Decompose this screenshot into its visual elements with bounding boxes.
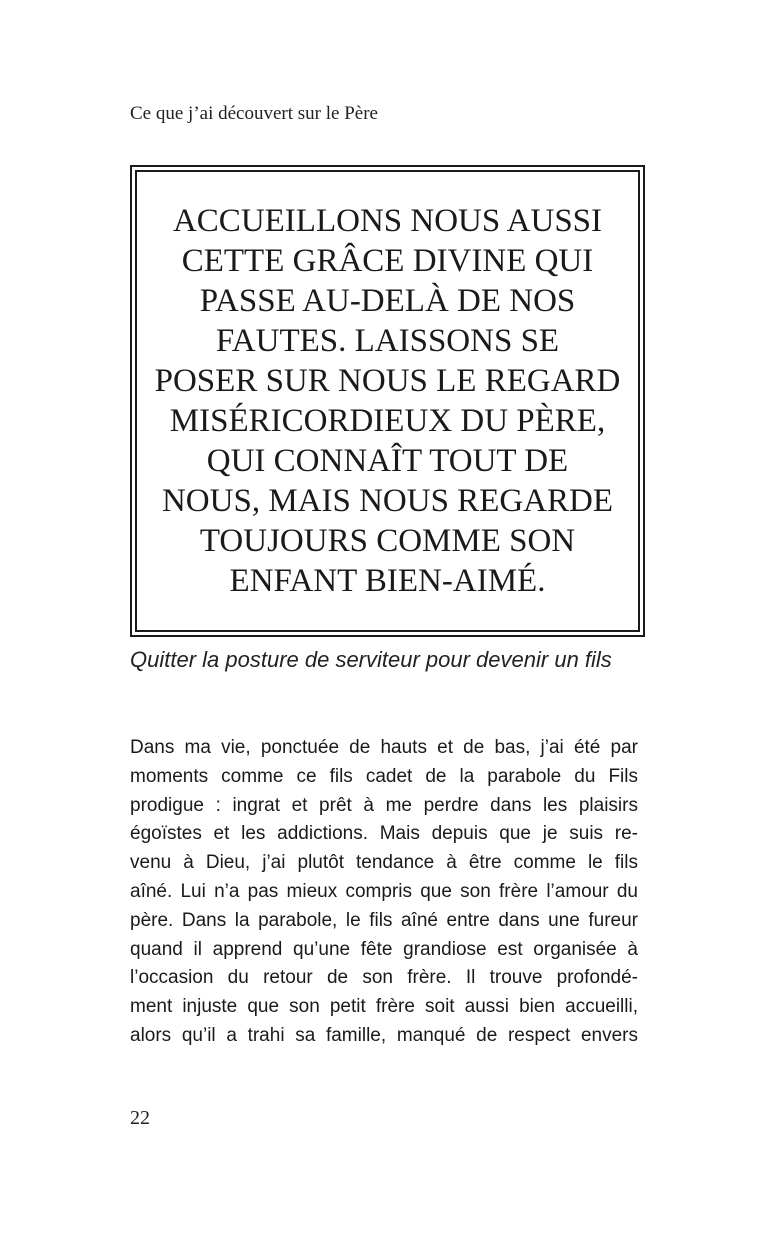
quote-line: ACCUEILLONS NOUS AUSSI — [172, 203, 603, 239]
body-line: égoïstes et les addictions. Mais depuis que je suis re- — [130, 823, 638, 845]
body-line: Dans ma vie, ponctuée de hauts et de bas, j’ai été par — [130, 737, 638, 758]
page-number: 22 — [130, 1107, 150, 1129]
quote-line: FAUTES. LAISSONS SE — [215, 323, 560, 359]
pull-quote-box — [130, 165, 645, 637]
quote-line: NOUS, MAIS NOUS REGARDE — [161, 483, 614, 519]
body-line: venu à Dieu, j’ai plutôt tendance à être comme le fils — [130, 852, 638, 874]
body-line: alors qu’il a trahi sa famille, manqué de respect envers — [130, 1024, 638, 1046]
running-head: Ce que j’ai découvert sur le Père — [130, 103, 378, 124]
quote-line: QUI CONNAÎT TOUT DE — [206, 443, 569, 479]
body-paragraph — [130, 734, 638, 1051]
body-line: moments comme ce fils cadet de la parabole du Fils — [130, 765, 638, 787]
section-title: Quitter la posture de serviteur pour devenir un fils — [130, 647, 612, 672]
body-line: aîné. Lui n’a pas mieux compris que son frère l’amour du — [130, 880, 638, 902]
quote-line: MISÉRICORDIEUX DU PÈRE, — [169, 403, 606, 439]
body-line: prodigue : ingrat et prêt à me perdre dans les plaisirs — [130, 794, 638, 816]
body-line: père. Dans la parabole, le fils aîné entre dans une fureur — [130, 909, 638, 931]
quote-line: TOUJOURS COMME SON — [199, 523, 576, 559]
quote-line: CETTE GRÂCE DIVINE QUI — [181, 243, 594, 279]
quote-line: ENFANT BIEN-AIMÉ. — [229, 563, 546, 599]
body-line: ment injuste que son petit frère soit aussi bien accueilli, — [130, 996, 638, 1018]
body-line: quand il apprend qu’une fête grandiose est organisée à — [130, 938, 638, 960]
quote-line: PASSE AU-DELÀ DE NOS — [199, 283, 576, 319]
body-line: l’occasion du retour de son frère. Il trouve profondé- — [130, 967, 638, 989]
pull-quote-text — [148, 201, 628, 601]
quote-line: POSER SUR NOUS LE REGARD — [154, 363, 621, 399]
